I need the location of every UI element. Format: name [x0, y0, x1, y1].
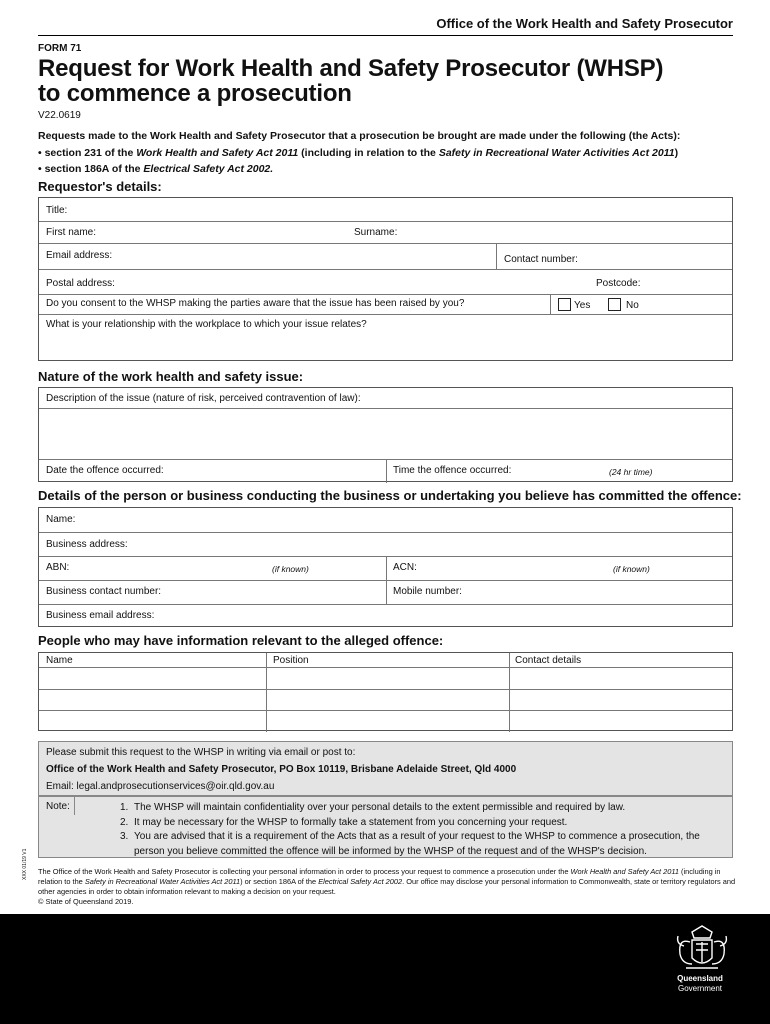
note-item: 3. You are advised that it is a requirement of the Acts that as a result of your request to the WHSP to commence a prosecution, the person you believe committed the offence will be informed by the WHSP of the request and of the WHSP's decision. [120, 831, 700, 857]
people-table [38, 652, 733, 731]
intro-bullet-2: • section 186A of the Electrical Safety Act 2002. [38, 163, 274, 175]
contact-number-field[interactable]: Contact number: [504, 254, 578, 265]
nature-heading: Nature of the work health and safety issue: [38, 369, 304, 384]
notes-list [120, 801, 720, 859]
intro-text [38, 128, 738, 178]
consent-no-label: No [626, 300, 639, 311]
consent-question: Do you consent to the WHSP making the parties aware that the issue has been raised by you? [46, 298, 465, 309]
abn-field[interactable]: ABN: [46, 562, 70, 573]
pcbu-box [38, 507, 733, 627]
copyright: © State of Queensland 2019. [38, 897, 134, 906]
offence-time-field[interactable]: Time the offence occurred: [393, 465, 512, 476]
table-row[interactable] [39, 689, 732, 690]
page-title [38, 56, 663, 106]
requestor-box [38, 197, 733, 361]
pcbu-heading: Details of the person or business conducting the business or undertaking you believe has committed the offence: [38, 488, 742, 503]
submit-email: Email: legal.andprosecutionservices@oir.qld.gov.au [46, 781, 275, 792]
column-header-name: Name [46, 655, 73, 666]
acn-field[interactable]: ACN: [393, 562, 417, 573]
table-row[interactable] [39, 710, 732, 711]
acn-hint: (if known) [613, 564, 650, 574]
business-address-field[interactable]: Business address: [46, 539, 128, 550]
relationship-field[interactable]: What is your relationship with the workplace to which your issue relates? [46, 319, 367, 330]
consent-yes-checkbox[interactable] [558, 298, 571, 311]
description-field[interactable]: Description of the issue (nature of risk, perceived contravention of law): [46, 393, 361, 404]
column-header-position: Position [273, 655, 309, 666]
pcbu-name-field[interactable]: Name: [46, 514, 76, 525]
abn-hint: (if known) [272, 564, 309, 574]
postal-address: Office of the Work Health and Safety Prosecutor, PO Box 10119, Brisbane Adelaide Street, Qld 4000 [46, 764, 517, 775]
people-heading: People who may have information relevant to the alleged offence: [38, 633, 444, 648]
footer-bar [0, 914, 770, 1024]
title-line-1: Request for Work Health and Safety Prosecutor (WHSP) [38, 55, 664, 82]
submit-info-box [38, 741, 733, 796]
mobile-number-field[interactable]: Mobile number: [393, 586, 462, 597]
form-version: V22.0619 [38, 110, 81, 121]
queensland-wordmark: Queensland [677, 974, 723, 983]
business-email-field[interactable]: Business email address: [46, 610, 155, 621]
postcode-field[interactable]: Postcode: [596, 278, 641, 289]
table-row[interactable] [39, 667, 732, 668]
header-rule [38, 35, 733, 36]
government-wordmark: Government [677, 984, 723, 993]
nature-box [38, 387, 733, 482]
time-format-hint: (24 hr time) [609, 467, 653, 477]
privacy-notice: The Office of the Work Health and Safety Prosecutor is collecting your personal information in order to process your request to commence a prosecution under the Work Health and Safety Act 2011 (including in relation to the Safety in Recreational Water Activities Act 2011) or section 186A of the Electrical Safety Act 2002. Our office may disclose your personal information to Commonwealth, state or territory regulators and other agencies in order to obtain information relevant to making a decision on your request. © State of Queensland 2019. [38, 867, 738, 907]
notes-box [38, 796, 733, 858]
note-label: Note: [46, 801, 70, 812]
consent-no-checkbox[interactable] [608, 298, 621, 311]
note-item: 2. It may be necessary for the WHSP to formally take a statement from you concerning your request. [120, 816, 568, 828]
submit-instruction: Please submit this request to the WHSP in writing via email or post to: [46, 747, 356, 758]
business-contact-field[interactable]: Business contact number: [46, 586, 162, 597]
form-code: XXX 01/19 V1 [22, 848, 28, 880]
note-item: 1. The WHSP will maintain confidentiality over your personal details to the extent permissible and required by law. [120, 802, 626, 813]
consent-yes-label: Yes [574, 300, 591, 311]
offence-date-field[interactable]: Date the offence occurred: [46, 465, 164, 476]
surname-field[interactable]: Surname: [354, 227, 398, 238]
title-line-2: to commence a prosecution [38, 80, 352, 107]
intro-bullet-1: • section 231 of the Work Health and Safety Act 2011 (including in relation to the Safety in Recreational Water Activities Act 2011) [38, 146, 679, 159]
postal-address-field[interactable]: Postal address: [46, 278, 115, 289]
column-header-contact: Contact details [515, 655, 582, 666]
form-number: FORM 71 [38, 43, 82, 54]
title-field[interactable]: Title: [46, 205, 68, 216]
requestor-heading: Requestor's details: [38, 179, 162, 194]
email-field[interactable]: Email address: [46, 250, 113, 261]
first-name-field[interactable]: First name: [46, 227, 97, 238]
office-heading: Office of the Work Health and Safety Prosecutor [436, 16, 733, 31]
intro-line: Requests made to the Work Health and Safety Prosecutor that a prosecution be brought are made under the following (the Acts): [38, 130, 681, 142]
